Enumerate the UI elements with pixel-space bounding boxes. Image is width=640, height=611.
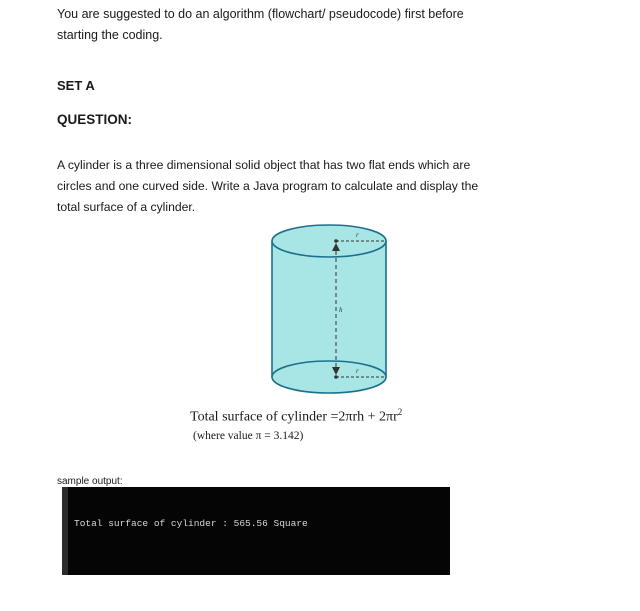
intro-line-1: You are suggested to do an algorithm (flowchart/ pseudocode) first before	[57, 7, 464, 21]
console-window	[62, 487, 450, 575]
bottom-radius-label: r	[356, 367, 359, 375]
cylinder-diagram	[270, 224, 390, 400]
surface-formula	[190, 407, 402, 426]
height-label: h	[339, 306, 343, 314]
console-output-text: Total surface of cylinder : 565.56 Square	[74, 518, 308, 529]
cylinder-body	[272, 241, 386, 377]
question-line-1: A cylinder is a three dimensional solid object that has two flat ends which are	[57, 158, 471, 172]
intro-paragraph	[57, 4, 617, 46]
bottom-center-dot	[334, 375, 338, 379]
top-center-dot	[334, 239, 338, 243]
intro-line-2: starting the coding.	[57, 28, 163, 42]
sample-output-label: sample output:	[57, 476, 123, 487]
formula-text: Total surface of cylinder =2πrh + 2πr	[190, 409, 398, 425]
top-radius-label: r	[356, 231, 359, 239]
question-line-3: total surface of a cylinder.	[57, 200, 196, 214]
question-paragraph	[57, 155, 617, 218]
formula-exponent: 2	[397, 407, 403, 417]
question-line-2: circles and one curved side. Write a Java program to calculate and display the	[57, 179, 479, 193]
set-heading: SET A	[57, 78, 95, 93]
question-heading: QUESTION:	[57, 112, 133, 127]
pi-note: (where value π = 3.142)	[193, 430, 304, 442]
